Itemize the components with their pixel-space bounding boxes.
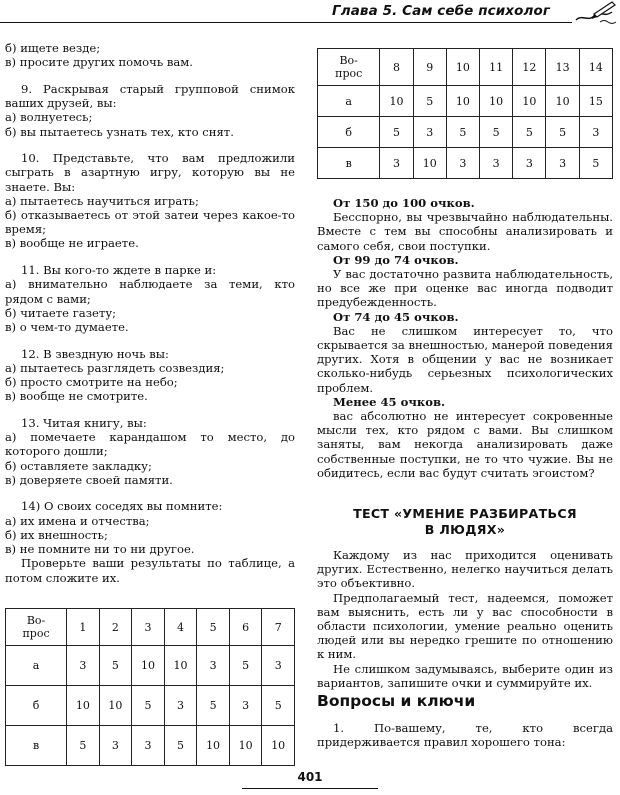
answer-line: б) вы пытаетесь узнать тех, кто снят. [5, 124, 234, 139]
table-row [318, 148, 613, 179]
answer-line: б) читаете газету; [5, 305, 117, 320]
table-cell: 3 [513, 148, 546, 179]
table-header-cell: 6 [229, 609, 262, 646]
table-cell: 3 [132, 726, 165, 766]
question-12: 12. В звездную ночь вы: [21, 346, 169, 361]
table-header-cell: 14 [579, 49, 612, 86]
table-cell: 3 [546, 148, 579, 179]
table-row [318, 86, 613, 117]
table-cell: 10 [67, 686, 100, 726]
table-cell: 10 [164, 646, 197, 686]
results-section [317, 196, 613, 480]
section-body [317, 721, 613, 749]
row-label: б [318, 117, 380, 148]
table-cell: 5 [380, 117, 413, 148]
table-header-cell: 4 [164, 609, 197, 646]
answer-line: а) пытаетесь разглядеть созвездия; [5, 360, 225, 375]
table-cell: 5 [480, 117, 513, 148]
question-14: 14) О своих соседях вы помните: [21, 499, 223, 514]
answer-line: в) вообще не смотрите. [5, 389, 148, 404]
pen-writing-icon [572, 0, 618, 26]
table-cell: 15 [579, 86, 612, 117]
answer-line: в) не помните ни то ни другое. [5, 542, 195, 557]
paragraph: Предполагаемый тест, надеемся, поможет вам выяснить, есть ли у вас способности в области психологии, умение реально оценить людей или вы нередко грешите по отношению к ним. [317, 590, 613, 662]
table-cell: 5 [579, 148, 612, 179]
answer-line: б) просто смотрите на небо; [5, 375, 178, 390]
answer-line: б) отказываетесь от этой затеи через какое-то время; [5, 208, 295, 237]
table-cell: 3 [67, 646, 100, 686]
answer-line: а) внимательно наблюдаете за теми, кто рядом с вами; [5, 277, 295, 306]
table-cell: 10 [132, 646, 165, 686]
table-header-cell: 12 [513, 49, 546, 86]
table-cell: 10 [513, 86, 546, 117]
score-range: От 74 до 45 очков. [333, 309, 459, 324]
row-label: а [6, 646, 67, 686]
answer-line: а) пытаетесь научиться играть; [5, 193, 199, 208]
table-header-cell: 2 [99, 609, 132, 646]
table-cell: 3 [480, 148, 513, 179]
table-header-cell: 8 [380, 49, 413, 86]
footer-rule [242, 788, 378, 789]
test-intro [317, 548, 613, 690]
table-cell: 10 [380, 86, 413, 117]
answer-line: а) их имена и отчества; [5, 513, 150, 528]
answer-line: б) оставляете закладку; [5, 458, 152, 473]
score-range: От 150 до 100 очков. [333, 196, 475, 210]
table-header-cell: 5 [197, 609, 230, 646]
section-heading: Вопросы и ключи [317, 692, 476, 710]
table-cell: 10 [446, 86, 479, 117]
question-9: 9. Раскрывая старый групповой снимок ваших друзей, вы: [5, 81, 295, 111]
table-cell: 10 [480, 86, 513, 117]
table-cell: 3 [197, 646, 230, 686]
table-header-cell: 10 [446, 49, 479, 86]
answer-line: в) вообще не играете. [5, 236, 139, 251]
table-row [318, 117, 613, 148]
question-10: 10. Представьте, что вам предложили сыграть в азартную игру, которую вы не знаете. Вы: [5, 151, 295, 194]
paragraph: Каждому из нас приходится оценивать других. Естественно, нелегко научиться делать это объективно. [317, 548, 613, 591]
table-cell: 5 [67, 726, 100, 766]
test-heading-line: ТЕСТ «УМЕНИЕ РАЗБИРАТЬСЯ [353, 506, 577, 521]
table-cell: 10 [413, 148, 446, 179]
table-header-label: Во- прос [318, 49, 380, 86]
table-cell: 5 [197, 686, 230, 726]
table-header-label: Во- прос [6, 609, 67, 646]
score-table-q8-14 [317, 48, 613, 179]
row-label: а [318, 86, 380, 117]
table-header-row [6, 609, 295, 646]
result-text: вас абсолютно не интересует сокровенные мысли тех, кто рядом с вами. Вы слишком заняты, вам некогда анализировать даже собственные поступки, не то что чужие. Вы не обидитесь, если вас будут считать эгоистом? [317, 409, 613, 480]
question-13: 13. Читая книгу, вы: [21, 415, 147, 430]
table-cell: 3 [229, 686, 262, 726]
header-rule [0, 22, 572, 23]
table-row [6, 686, 295, 726]
table-cell: 5 [229, 646, 262, 686]
question-11: 11. Вы кого-то ждете в парке и: [21, 263, 217, 278]
table-cell: 5 [446, 117, 479, 148]
answer-line: а) помечаете карандашом то место, до которого дошли; [5, 430, 295, 459]
paragraph: Не слишком задумываясь, выберите один из вариантов, запишите очки и суммируйте их. [317, 661, 613, 690]
score-range: От 99 до 74 очков. [333, 252, 459, 267]
table-cell: 3 [99, 726, 132, 766]
table-cell: 5 [132, 686, 165, 726]
table-cell: 3 [262, 646, 295, 686]
table-cell: 5 [546, 117, 579, 148]
table-cell: 3 [446, 148, 479, 179]
answer-line: в) о чем-то думаете. [5, 319, 129, 334]
answer-line: а) волнуетесь; [5, 110, 93, 125]
table-cell: 5 [513, 117, 546, 148]
table-header-cell: 1 [67, 609, 100, 646]
table-header-cell: 7 [262, 609, 295, 646]
table-cell: 3 [380, 148, 413, 179]
table-cell: 10 [99, 686, 132, 726]
table-cell: 5 [413, 86, 446, 117]
table-row [6, 726, 295, 766]
result-text: У вас достаточно развита наблюдательность, но все же при оценке вас иногда подводит предубежденность. [317, 267, 613, 310]
result-text: Вас не слишком интересует то, что скрывается за внешностью, манерой поведения других. Хотя в общении у вас не возникает сколько-нибудь серьезных психологических проблем. [317, 323, 613, 395]
left-column [5, 41, 295, 585]
row-label: в [318, 148, 380, 179]
result-text: Бесспорно, вы чрезвычайно наблюдательны. Вместе с тем вы способны анализировать и самого себя, свои поступки. [317, 210, 613, 253]
answer-line: в) просите других помочь вам. [5, 55, 193, 70]
page-header [0, 0, 620, 26]
test-heading-line: В ЛЮДЯХ» [424, 522, 506, 537]
page-number: 401 [297, 770, 323, 784]
table-cell: 10 [546, 86, 579, 117]
question-1: 1. По-вашему, те, кто всегда придерживается правил хорошего тона: [317, 721, 613, 750]
table-cell: 3 [413, 117, 446, 148]
table-cell: 3 [164, 686, 197, 726]
score-table-q1-7 [5, 608, 295, 766]
answer-line: б) ищете везде; [5, 41, 101, 55]
row-label: в [6, 726, 67, 766]
table-header-cell: 13 [546, 49, 579, 86]
table-header-cell: 3 [132, 609, 165, 646]
test-heading [317, 506, 613, 538]
row-label: б [6, 686, 67, 726]
table-header-row [318, 49, 613, 86]
score-range: Менее 45 очков. [333, 394, 446, 409]
table-cell: 10 [262, 726, 295, 766]
table-cell: 10 [197, 726, 230, 766]
table-cell: 5 [99, 646, 132, 686]
answer-line: в) доверяете своей памяти. [5, 472, 173, 487]
instruction-text: Проверьте ваши результаты по таблице, а потом сложите их. [5, 556, 295, 585]
table-header-cell: 11 [480, 49, 513, 86]
table-header-cell: 9 [413, 49, 446, 86]
table-row [6, 646, 295, 686]
table-cell: 5 [164, 726, 197, 766]
answer-line: б) их внешность; [5, 527, 108, 542]
table-cell: 10 [229, 726, 262, 766]
table-cell: 3 [579, 117, 612, 148]
table-cell: 5 [262, 686, 295, 726]
chapter-title: Глава 5. Сам себе психолог [332, 3, 550, 19]
